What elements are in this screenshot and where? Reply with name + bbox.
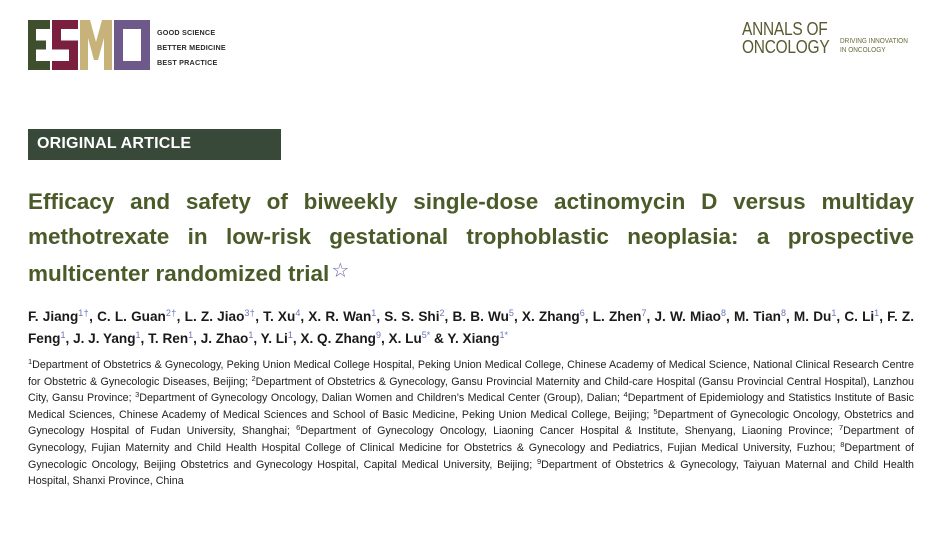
author-name-text: J. J. Yang xyxy=(73,331,136,346)
author-name-text: J. W. Miao xyxy=(654,309,721,324)
affiliation-list xyxy=(28,357,914,490)
section-label: ORIGINAL ARTICLE xyxy=(37,135,192,152)
author-list: F. Jiang$^{1\dagger}$, C. L. Guan$^{2\dagger}$, L. Z. Jiao$^{3\dagger}$, T. Xu$^4$, X. R. Wan$^1$, S. S. Shi$^2$, B. B. Wu$^5$, X. Zhang$^6$, L. Zhen$^7$, J. W. Miao$^8$, M. Tian$^8$, M. Du$^1$, C. Li$^1$, F. Z. Feng$^1$, J. J. Yang$^1$, T. Ren$^1$, J. Zhao$^1$, Y. Li$^1$, X. Q. Zhang$^9$, X. $Lu^{5*}$ & Y. Xiang$^{1*}$ xyxy=(28,308,914,346)
author-affiliation-ref[interactable]: 8 xyxy=(720,308,726,318)
esmo-taglines xyxy=(157,25,226,70)
affiliation-number: 2 xyxy=(251,373,256,383)
affiliation-text: Department of Obstetrics & Gynecology, Taiyuan Maternal and Child Health Hospital, Shanxi Province, China xyxy=(28,458,914,488)
affiliation-number: 9 xyxy=(536,456,542,466)
author-name[interactable] xyxy=(97,309,177,324)
author-name-text: X. Q. Zhang xyxy=(300,331,376,346)
author-affiliation-ref[interactable]: 2 xyxy=(439,308,445,318)
article-title-text: Efficacy and safety of biweekly single-dose actinomycin D versus multiday methotrexate in low-risk gestational trophoblastic neoplasia: a prospective multicenter randomized trial xyxy=(28,189,914,286)
author-name-text: M. Tian xyxy=(733,309,781,324)
affiliation-text: Department of Gynecology, Fujian Maternity and Child Health Hospital College of Clinical Medicine for Obstetrics & Gynecology and Pediatrics, Fujian Medical University, Fuzhou; xyxy=(28,425,914,454)
affiliation-text: Department of Gynecologic Oncology, Beijing Obstetrics and Gynecology Hospital, Capital Medical University, Beijing; xyxy=(28,441,914,471)
affiliation-number: 6 xyxy=(296,423,301,433)
author-name[interactable] xyxy=(201,331,254,346)
author-affiliation-ref[interactable]: 9 xyxy=(375,330,381,340)
esmo-logo xyxy=(28,20,150,70)
author-name[interactable] xyxy=(261,331,293,346)
author-name[interactable] xyxy=(148,331,193,346)
author-name-text: T. Xu xyxy=(263,309,296,324)
author-name[interactable] xyxy=(447,331,508,346)
author-name-text: S. S. Shi xyxy=(384,309,440,324)
author-affiliation-ref[interactable]: 1 xyxy=(248,330,254,340)
author-name-text: Y. Li xyxy=(260,331,288,346)
author-name[interactable] xyxy=(384,309,444,324)
author-affiliation-ref[interactable]: 1 xyxy=(287,330,293,340)
journal-tagline-line1: DRIVING INNOVATION xyxy=(840,36,908,45)
affiliation-text: Department of Gynecology Oncology, Dalian Women and Children’s Medical Center (Group), Dalian; xyxy=(139,392,621,405)
author-affiliation-ref[interactable]: 3† xyxy=(244,308,256,318)
author-name[interactable] xyxy=(654,309,726,324)
section-label-bar xyxy=(28,129,281,160)
affiliation-text: Department of Gynecology Oncology, Liaoning Cancer Hospital & Institute, Shenyang, Liaoning Province; xyxy=(300,425,833,438)
author-name[interactable] xyxy=(308,309,376,324)
author-affiliation-ref[interactable]: 5 xyxy=(508,308,514,318)
author-affiliation-ref[interactable]: 5* xyxy=(421,330,431,340)
author-affiliation-ref[interactable]: 4 xyxy=(295,308,301,318)
author-name[interactable] xyxy=(73,331,140,346)
author-name-text: C. L. Guan xyxy=(97,309,166,324)
affiliation-number: 4 xyxy=(623,390,628,400)
author-name[interactable] xyxy=(28,309,89,324)
author-name-text: L. Z. Jiao xyxy=(184,309,245,324)
article-title xyxy=(28,184,914,291)
affiliation-number: 1 xyxy=(28,357,33,366)
author-affiliation-ref[interactable]: 1 xyxy=(831,308,837,318)
esmo-tagline: BEST PRACTICE xyxy=(157,58,218,67)
author-affiliation-ref[interactable]: 1 xyxy=(135,330,141,340)
author-name-text: X. Lu xyxy=(388,331,422,346)
author-name-text: T. Ren xyxy=(148,331,189,346)
author-name-text: B. B. Wu xyxy=(452,309,509,324)
affiliation-number: 3 xyxy=(135,390,140,400)
author-affiliation-ref[interactable]: 8 xyxy=(780,308,786,318)
author-affiliation-ref[interactable]: 1* xyxy=(499,330,509,340)
esmo-tagline: BETTER MEDICINE xyxy=(157,43,226,52)
author-affiliation-ref[interactable]: 1 xyxy=(874,308,880,318)
author-affiliation-ref[interactable]: 1† xyxy=(78,308,90,318)
author-name[interactable] xyxy=(389,331,431,346)
author-name-text: M. Du xyxy=(793,309,832,324)
author-name[interactable] xyxy=(734,309,786,324)
journal-tagline-line2: IN ONCOLOGY xyxy=(840,45,886,54)
author-affiliation-ref[interactable]: 2† xyxy=(165,308,177,318)
affiliation-number: 8 xyxy=(840,439,845,449)
affiliation-number: 7 xyxy=(838,423,844,433)
affiliation-text: Department of Epidemiology and Statistics Institute of Basic Medical Sciences, Chinese Academy of Medical Sciences and School of Basic Medicine, Peking Union Medical College, Beijing; xyxy=(28,392,914,421)
author-name[interactable] xyxy=(794,309,836,324)
author-name-text: J. Zhao xyxy=(200,331,249,346)
author-name[interactable] xyxy=(185,309,256,324)
author-name[interactable] xyxy=(593,309,647,324)
affiliation-number: 5 xyxy=(653,406,658,416)
author-name-text: C. Li xyxy=(844,309,875,324)
author-name[interactable] xyxy=(263,309,300,324)
affiliation-text: Department of Gynecologic Oncology, Obstetrics and Gynecology Hospital of Fudan University, Shanghai; xyxy=(28,408,914,438)
affiliation-text: Department of Obstetrics & Gynecology, Peking Union Medical College Hospital, Peking Union Medical College, Chinese Academy of Medical Science, National Clinical Research Centre for Obstetric & Gynecologic Diseases, Beijing; xyxy=(28,359,914,388)
author-affiliation-ref[interactable]: 1 xyxy=(188,330,194,340)
journal-name-line2: ONCOLOGY xyxy=(742,37,830,57)
esmo-tagline: GOOD SCIENCE xyxy=(157,28,216,37)
author-name-text: F. Z. Feng xyxy=(28,309,914,346)
author-name-text: Y. Xiang xyxy=(447,331,500,346)
affiliation-text: Department of Obstetrics & Gynecology, Gansu Provincial Maternity and Child-care Hospital (Gansu Provincial Central Hospital), Lanzhou City, Gansu Province; xyxy=(28,375,914,405)
author-name[interactable] xyxy=(522,309,585,324)
star-outline-icon[interactable]: ☆ xyxy=(331,260,350,282)
author-affiliation-ref[interactable]: 1 xyxy=(371,308,377,318)
author-affiliation-ref[interactable]: 1 xyxy=(60,330,66,340)
author-name-text: X. Zhang xyxy=(521,309,580,324)
author-name[interactable] xyxy=(844,309,879,324)
author-affiliation-ref[interactable]: 6 xyxy=(579,308,585,318)
annals-of-oncology-logo xyxy=(742,20,922,60)
author-name-text: L. Zhen xyxy=(592,309,642,324)
author-name-text: F. Jiang xyxy=(28,309,79,324)
journal-name-line1: ANNALS OF xyxy=(742,19,828,39)
author-name-text: X. R. Wan xyxy=(308,309,372,324)
author-name[interactable] xyxy=(452,309,513,324)
author-affiliation-ref[interactable]: 7 xyxy=(641,308,647,318)
author-name[interactable] xyxy=(300,331,381,346)
